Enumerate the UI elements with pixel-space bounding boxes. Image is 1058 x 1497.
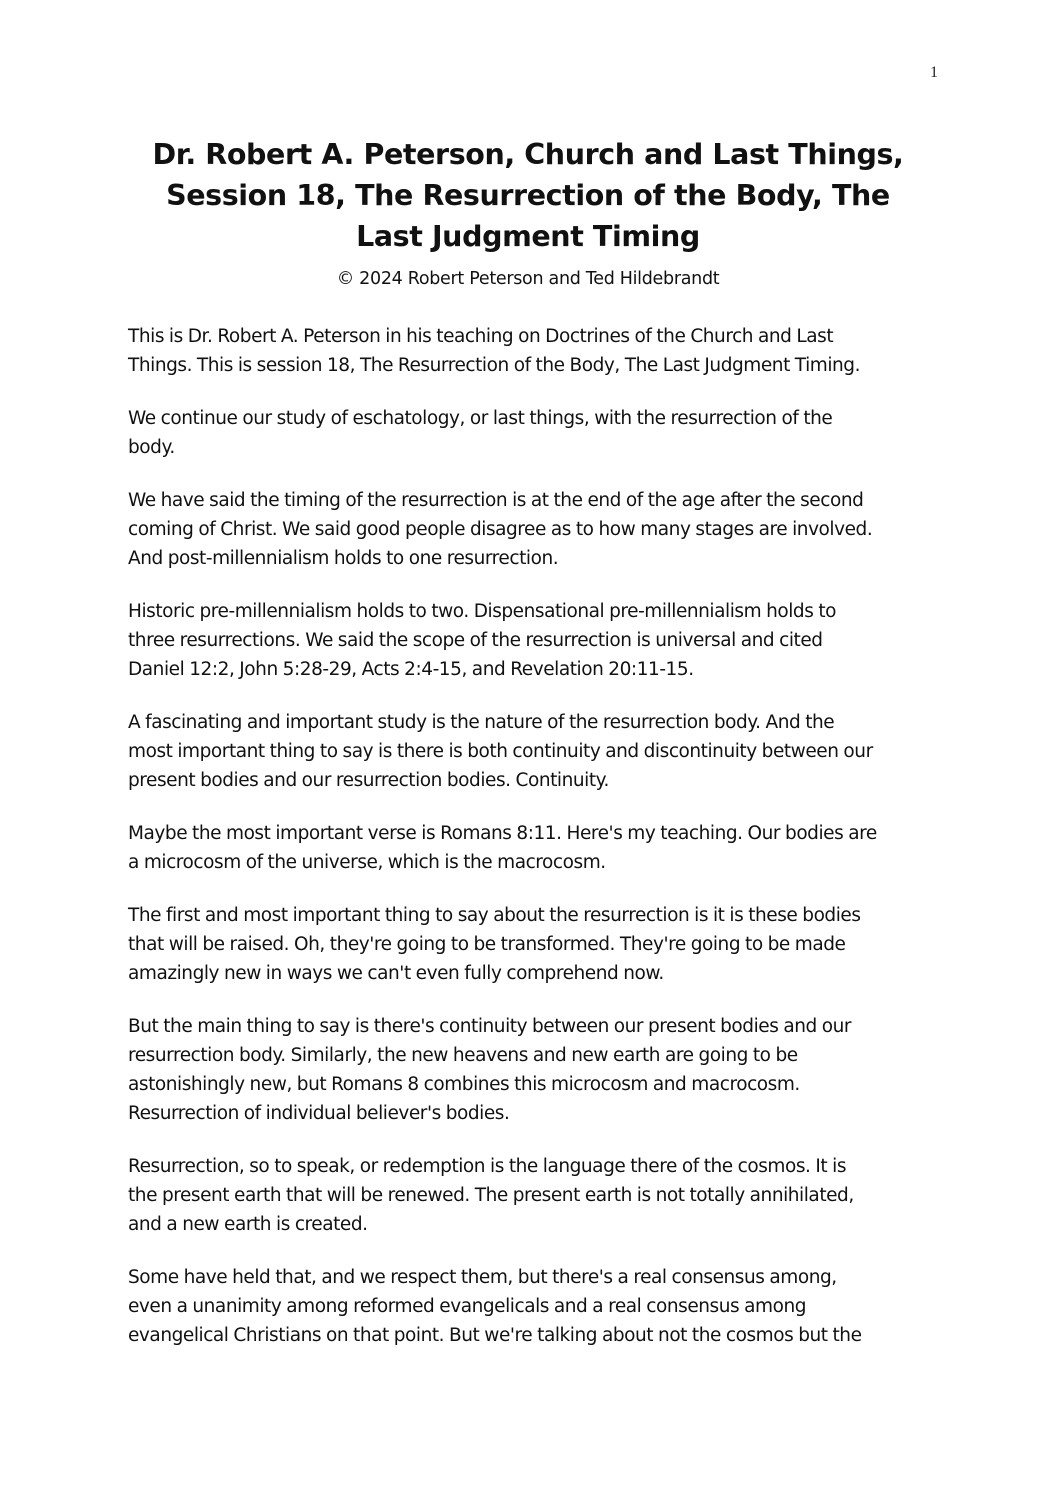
paragraph-line: resurrection body. Similarly, the new heavens and new earth are going to be <box>128 1045 798 1066</box>
paragraph-line: Historic pre-millennialism holds to two. Dispensational pre-millennialism holds to <box>128 601 836 622</box>
transcript-body <box>128 322 943 1374</box>
paragraph-line: We continue our study of eschatology, or last things, with the resurrection of the <box>128 408 833 429</box>
paragraph-line: And post-millennialism holds to one resurrection. <box>128 548 559 569</box>
paragraph-line: Resurrection of individual believer's bodies. <box>128 1103 510 1124</box>
paragraph <box>128 901 943 988</box>
paragraph-line: Maybe the most important verse is Romans 8:11. Here's my teaching. Our bodies are <box>128 823 877 844</box>
paragraph-line: the present earth that will be renewed. The present earth is not totally annihilated, <box>128 1185 854 1206</box>
paragraph <box>128 322 943 380</box>
paragraph-line: most important thing to say is there is both continuity and discontinuity between our <box>128 741 873 762</box>
paragraph-line: A fascinating and important study is the nature of the resurrection body. And the <box>128 712 835 733</box>
page-number: 1 <box>930 64 938 81</box>
document-title <box>128 134 928 257</box>
paragraph <box>128 708 943 795</box>
paragraph-line: and a new earth is created. <box>128 1214 368 1235</box>
copyright-line: © 2024 Robert Peterson and Ted Hildebrandt <box>336 269 720 289</box>
paragraph-line: The first and most important thing to say about the resurrection is it is these bodies <box>128 905 861 926</box>
paragraph-line: astonishingly new, but Romans 8 combines this microcosm and macrocosm. <box>128 1074 800 1095</box>
title-line: Dr. Robert A. Peterson, Church and Last Things, <box>152 138 904 171</box>
paragraph <box>128 819 943 877</box>
paragraph-line: coming of Christ. We said good people disagree as to how many stages are involved. <box>128 519 873 540</box>
paragraph-line: Resurrection, so to speak, or redemption is the language there of the cosmos. It is <box>128 1156 847 1177</box>
paragraph-line: We have said the timing of the resurrection is at the end of the age after the second <box>128 490 864 511</box>
paragraph-line: This is Dr. Robert A. Peterson in his teaching on Doctrines of the Church and Last <box>128 326 834 347</box>
paragraph-line: But the main thing to say is there's continuity between our present bodies and our <box>128 1016 852 1037</box>
title-line: Session 18, The Resurrection of the Body, The <box>166 179 890 212</box>
paragraph-line: body. <box>128 437 175 458</box>
paragraph <box>128 597 943 684</box>
paragraph <box>128 486 943 573</box>
paragraph-line: amazingly new in ways we can't even fully comprehend now. <box>128 963 664 984</box>
paragraph-line: a microcosm of the universe, which is the macrocosm. <box>128 852 606 873</box>
paragraph-line: present bodies and our resurrection bodies. Continuity. <box>128 770 609 791</box>
paragraph-line: even a unanimity among reformed evangelicals and a real consensus among <box>128 1296 807 1317</box>
paragraph <box>128 1263 943 1350</box>
paragraph <box>128 404 943 462</box>
paragraph-line: Things. This is session 18, The Resurrection of the Body, The Last Judgment Timing. <box>128 355 861 376</box>
paragraph <box>128 1012 943 1128</box>
paragraph-line: Some have held that, and we respect them, but there's a real consensus among, <box>128 1267 837 1288</box>
paragraph-line: that will be raised. Oh, they're going to be transformed. They're going to be made <box>128 934 846 955</box>
paragraph <box>128 1152 943 1239</box>
paragraph-line: Daniel 12:2, John 5:28-29, Acts 2:4-15, and Revelation 20:11-15. <box>128 659 694 680</box>
paragraph-line: evangelical Christians on that point. But we're talking about not the cosmos but the <box>128 1325 862 1346</box>
paragraph-line: three resurrections. We said the scope of the resurrection is universal and cited <box>128 630 823 651</box>
title-line: Last Judgment Timing <box>356 220 700 253</box>
